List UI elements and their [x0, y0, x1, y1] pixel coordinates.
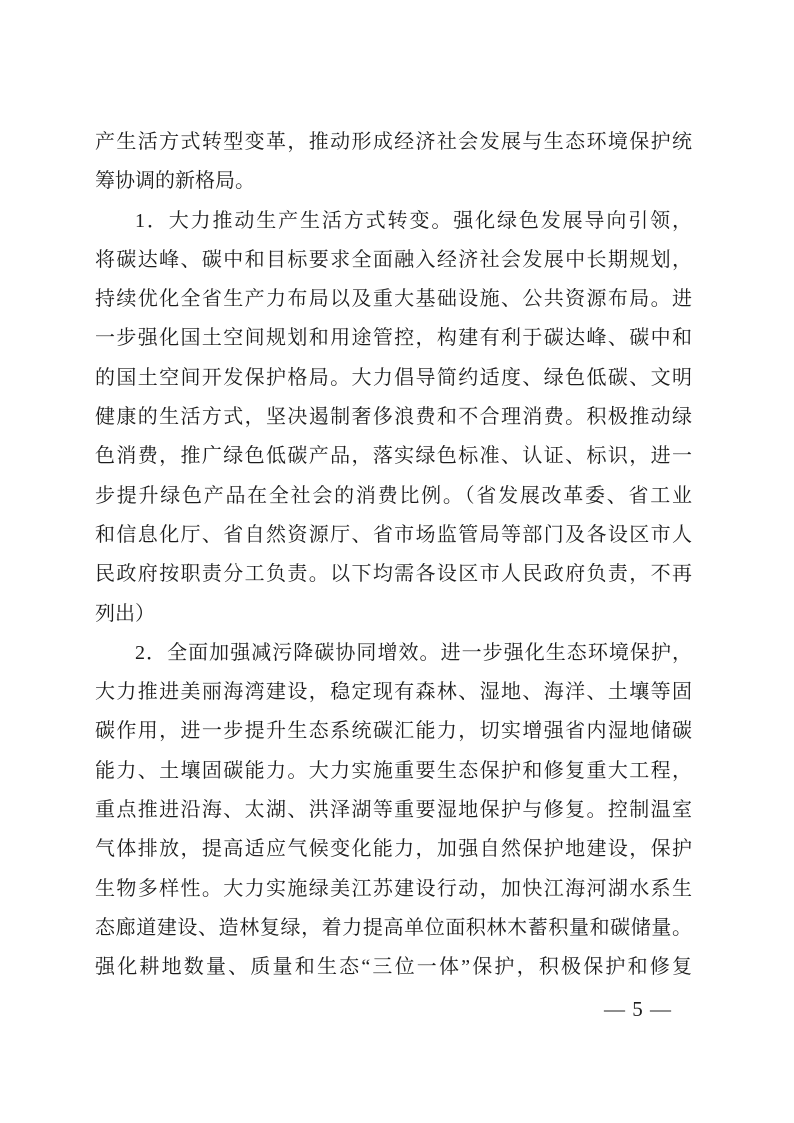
- text-line: 重点推进沿海、太湖、洪泽湖等重要湿地保护与修复。控制温室: [95, 799, 692, 822]
- text-line: 大力推进美丽海湾建设，稳定现有森林、湿地、海洋、土壤等固: [95, 681, 692, 704]
- page-number: — 5 —: [604, 997, 672, 1021]
- text-line: 强化耕地数量、质量和生态“三位一体”保护，积极保护和修复: [95, 956, 692, 979]
- text-line: 碳作用，进一步提升生态系统碳汇能力，切实增强省内湿地储碳: [95, 720, 692, 743]
- text-line: 产生活方式转型变革，推动形成经济社会发展与生态环境保护统: [95, 131, 692, 153]
- text-line: 能力、土壤固碳能力。大力实施重要生态保护和修复重大工程，: [95, 759, 692, 782]
- text-line: 的国土空间开发保护格局。大力倡导简约适度、绿色低碳、文明: [95, 366, 692, 389]
- document-body: [95, 123, 692, 988]
- text-line: 持续优化全省生产力布局以及重大基础设施、公共资源布局。进: [95, 288, 692, 311]
- text-line: 健康的生活方式，坚决遏制奢侈浪费和不合理消费。积极推动绿: [95, 406, 692, 429]
- text-line: 气体排放，提高适应气候变化能力，加强自然保护地建设，保护: [95, 838, 692, 861]
- text-line: 列出）: [95, 602, 155, 625]
- text-line: 步提升绿色产品在全社会的消费比例。（省发展改革委、省工业: [95, 484, 692, 507]
- text-line: 2．全面加强减污降碳协同增效。进一步强化生态环境保护，: [135, 641, 692, 664]
- text-line: 筹协调的新格局。: [95, 170, 255, 193]
- text-line: 色消费，推广绿色低碳产品，落实绿色标准、认证、标识，进一: [95, 445, 692, 468]
- text-line: 和信息化厅、省自然资源厅、省市场监管局等部门及各设区市人: [95, 523, 692, 546]
- text-line: 生物多样性。大力实施绿美江苏建设行动，加快江海河湖水系生: [95, 877, 692, 900]
- text-line: 一步强化国土空间规划和用途管控，构建有利于碳达峰、碳中和: [95, 327, 692, 350]
- text-line: 将碳达峰、碳中和目标要求全面融入经济社会发展中长期规划，: [95, 248, 692, 271]
- text-line: 民政府按职责分工负责。以下均需各设区市人民政府负责，不再: [95, 563, 692, 586]
- text-line: 1．大力推动生产生活方式转变。强化绿色发展导向引领，: [135, 209, 692, 232]
- text-line: 态廊道建设、造林复绿，着力提高单位面积林木蓄积量和碳储量。: [95, 916, 692, 939]
